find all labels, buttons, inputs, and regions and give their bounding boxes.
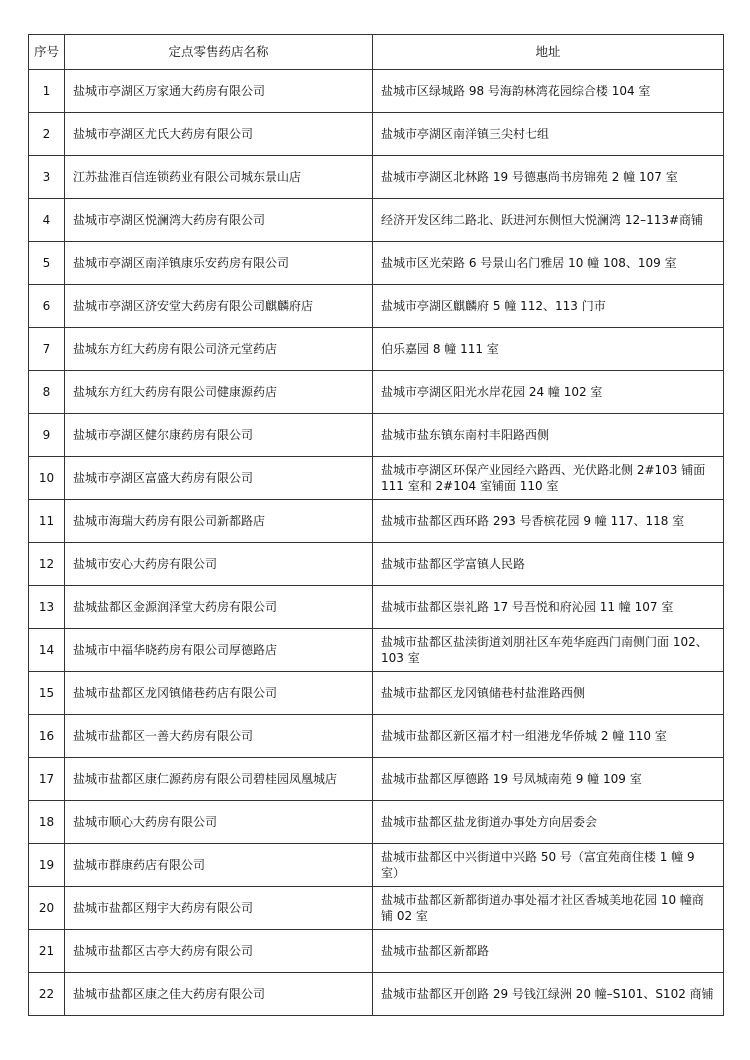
table-row: [29, 156, 724, 199]
header-serial-number: 序号: [29, 35, 65, 70]
table-row: [29, 672, 724, 715]
row-serial-number: 5: [29, 242, 65, 285]
row-address: 伯乐嘉园 8 幢 111 室: [373, 328, 724, 371]
row-pharmacy-name: 盐城市安心大药房有限公司: [65, 543, 373, 586]
row-pharmacy-name: 盐城市盐都区康仁源药房有限公司碧桂园凤凰城店: [65, 758, 373, 801]
table-row: [29, 887, 724, 930]
row-pharmacy-name: 盐城东方红大药房有限公司济元堂药店: [65, 328, 373, 371]
table-row: [29, 973, 724, 1016]
row-serial-number: 14: [29, 629, 65, 672]
row-pharmacy-name: 盐城市亭湖区南洋镇康乐安药房有限公司: [65, 242, 373, 285]
row-serial-number: 13: [29, 586, 65, 629]
row-address: 盐城市盐都区开创路 29 号钱江绿洲 20 幢–S101、S102 商铺: [373, 973, 724, 1016]
table-row: [29, 543, 724, 586]
row-pharmacy-name: 盐城市群康药店有限公司: [65, 844, 373, 887]
header-pharmacy-name: 定点零售药店名称: [65, 35, 373, 70]
table-row: [29, 242, 724, 285]
row-pharmacy-name: 江苏盐淮百信连锁药业有限公司城东景山店: [65, 156, 373, 199]
table-row: [29, 586, 724, 629]
table-row: [29, 414, 724, 457]
table-row: [29, 70, 724, 113]
row-address: 盐城市盐都区新都街道办事处福才社区香城美地花园 10 幢商铺 02 室: [373, 887, 724, 930]
header-address: 地址: [373, 35, 724, 70]
row-pharmacy-name: 盐城市亭湖区济安堂大药房有限公司麒麟府店: [65, 285, 373, 328]
table-row: [29, 285, 724, 328]
header-row: [29, 35, 724, 70]
row-address: 盐城市亭湖区阳光水岸花园 24 幢 102 室: [373, 371, 724, 414]
row-address: 盐城市盐都区厚德路 19 号凤城南苑 9 幢 109 室: [373, 758, 724, 801]
row-pharmacy-name: 盐城市亭湖区健尔康药房有限公司: [65, 414, 373, 457]
row-pharmacy-name: 盐城市盐都区一善大药房有限公司: [65, 715, 373, 758]
row-address: 盐城市盐都区中兴街道中兴路 50 号（富宜苑商住楼 1 幢 9 室）: [373, 844, 724, 887]
row-serial-number: 21: [29, 930, 65, 973]
table-header: [29, 35, 724, 70]
table-body: [29, 70, 724, 1016]
row-pharmacy-name: 盐城市盐都区翔宇大药房有限公司: [65, 887, 373, 930]
row-serial-number: 8: [29, 371, 65, 414]
row-serial-number: 7: [29, 328, 65, 371]
row-address: 盐城市亭湖区北林路 19 号德惠尚书房锦苑 2 幢 107 室: [373, 156, 724, 199]
row-pharmacy-name: 盐城盐都区金源润泽堂大药房有限公司: [65, 586, 373, 629]
table-row: [29, 500, 724, 543]
row-address: 盐城市盐都区崇礼路 17 号吾悦和府沁园 11 幢 107 室: [373, 586, 724, 629]
row-serial-number: 11: [29, 500, 65, 543]
row-serial-number: 12: [29, 543, 65, 586]
row-serial-number: 15: [29, 672, 65, 715]
row-pharmacy-name: 盐城市亭湖区悦澜湾大药房有限公司: [65, 199, 373, 242]
row-pharmacy-name: 盐城市盐都区古亭大药房有限公司: [65, 930, 373, 973]
row-serial-number: 9: [29, 414, 65, 457]
row-address: 盐城市盐都区学富镇人民路: [373, 543, 724, 586]
row-address: 盐城市盐东镇东南村丰阳路西侧: [373, 414, 724, 457]
row-address: 盐城市盐都区新都路: [373, 930, 724, 973]
row-pharmacy-name: 盐城市顺心大药房有限公司: [65, 801, 373, 844]
table-row: [29, 328, 724, 371]
row-serial-number: 4: [29, 199, 65, 242]
row-address: 经济开发区纬二路北、跃进河东侧恒大悦澜湾 12–113#商铺: [373, 199, 724, 242]
row-serial-number: 22: [29, 973, 65, 1016]
table-row: [29, 844, 724, 887]
row-pharmacy-name: 盐城市盐都区龙冈镇储巷药店有限公司: [65, 672, 373, 715]
row-serial-number: 18: [29, 801, 65, 844]
table-row: [29, 371, 724, 414]
table-row: [29, 715, 724, 758]
row-pharmacy-name: 盐城东方红大药房有限公司健康源药店: [65, 371, 373, 414]
row-address: 盐城市区光荣路 6 号景山名门雅居 10 幢 108、109 室: [373, 242, 724, 285]
row-pharmacy-name: 盐城市亭湖区尤氏大药房有限公司: [65, 113, 373, 156]
row-address: 盐城市亭湖区麒麟府 5 幢 112、113 门市: [373, 285, 724, 328]
row-pharmacy-name: 盐城市亭湖区富盛大药房有限公司: [65, 457, 373, 500]
row-serial-number: 20: [29, 887, 65, 930]
row-serial-number: 19: [29, 844, 65, 887]
row-address: 盐城市亭湖区环保产业园经六路西、光伏路北侧 2#103 铺面 111 室和 2#104 室铺面 110 室: [373, 457, 724, 500]
row-serial-number: 16: [29, 715, 65, 758]
row-address: 盐城市盐都区新区福才村一组港龙华侨城 2 幢 110 室: [373, 715, 724, 758]
row-address: 盐城市区绿城路 98 号海韵林湾花园综合楼 104 室: [373, 70, 724, 113]
row-pharmacy-name: 盐城市海瑞大药房有限公司新都路店: [65, 500, 373, 543]
row-pharmacy-name: 盐城市中福华晓药房有限公司厚德路店: [65, 629, 373, 672]
row-address: 盐城市盐都区龙冈镇储巷村盐淮路西侧: [373, 672, 724, 715]
row-serial-number: 6: [29, 285, 65, 328]
table-row: [29, 758, 724, 801]
row-address: 盐城市盐都区盐渎街道刘朋社区车苑华庭西门南侧门面 102、103 室: [373, 629, 724, 672]
row-address: 盐城市盐都区盐龙街道办事处方向居委会: [373, 801, 724, 844]
row-pharmacy-name: 盐城市盐都区康之佳大药房有限公司: [65, 973, 373, 1016]
row-address: 盐城市盐都区西环路 293 号香槟花园 9 幢 117、118 室: [373, 500, 724, 543]
row-serial-number: 1: [29, 70, 65, 113]
row-serial-number: 10: [29, 457, 65, 500]
row-address: 盐城市亭湖区南洋镇三尖村七组: [373, 113, 724, 156]
table-row: [29, 801, 724, 844]
row-serial-number: 3: [29, 156, 65, 199]
row-pharmacy-name: 盐城市亭湖区万家通大药房有限公司: [65, 70, 373, 113]
table-row: [29, 457, 724, 500]
table-row: [29, 199, 724, 242]
pharmacy-table: [28, 34, 724, 1016]
table-row: [29, 629, 724, 672]
table-row: [29, 930, 724, 973]
table-row: [29, 113, 724, 156]
row-serial-number: 17: [29, 758, 65, 801]
row-serial-number: 2: [29, 113, 65, 156]
